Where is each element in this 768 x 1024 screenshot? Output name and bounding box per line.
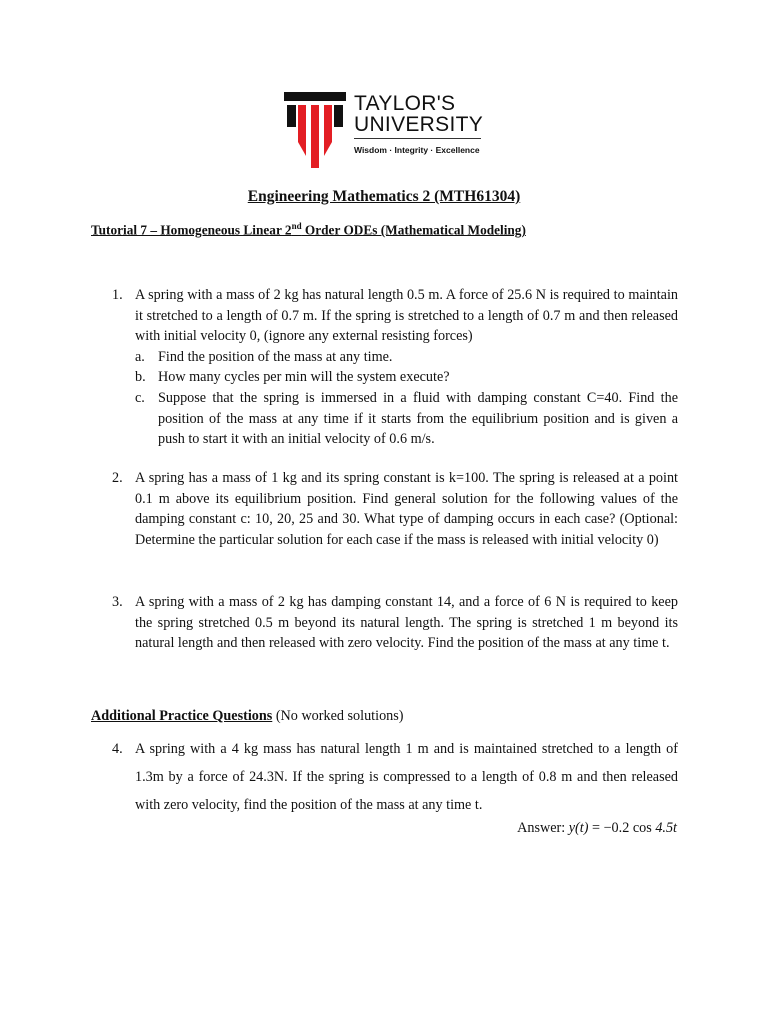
logo-divider (354, 138, 481, 139)
university-logo (284, 92, 484, 168)
question-3 (112, 592, 678, 654)
answer-eq: = −0.2 (588, 820, 633, 836)
logo-line2: UNIVERSITY (354, 113, 484, 136)
answer-lhs: y(t) (568, 820, 589, 836)
subtitle-suffix: Order ODEs (Mathematical Modeling) (301, 222, 526, 238)
answer-arg: 4.5t (651, 820, 677, 836)
question-number: 2. (112, 470, 123, 486)
question-text: A spring has a mass of 1 kg and its spring constant is k=100. The spring is released at a point 0.1 m above its equilibrium position. Find general solution for the following values of the damping constant c: 10, 20, 25 and 30. What type of damping occurs in each case? (Optional: Determine the particular solution for each case if the mass is released with initial velocity 0) (135, 470, 678, 548)
sub-question-text: Find the position of the mass at any time. (158, 348, 393, 365)
tutorial-subtitle (91, 221, 526, 238)
answer-label: Answer: (517, 820, 569, 836)
question-4 (112, 735, 678, 819)
sub-question-label: a. (135, 348, 145, 365)
section-note: (No worked solutions) (272, 708, 404, 724)
sub-question-c (135, 388, 678, 450)
answer-line (517, 820, 677, 837)
sub-question-a (135, 347, 678, 368)
question-number: 1. (112, 287, 123, 303)
additional-practice-heading (91, 708, 404, 725)
sub-question-b (135, 367, 678, 388)
section-heading: Additional Practice Questions (91, 708, 273, 724)
taylors-shield-icon (284, 92, 346, 168)
sub-question-label: c. (135, 389, 145, 406)
sub-question-text: Suppose that the spring is immersed in a fluid with damping constant C=40. Find the position of the mass at any time if it starts from the equilibrium position and is given a push to start it with an initial velocity of 0.6 m/s. (158, 389, 678, 448)
subtitle-prefix: Tutorial 7 – Homogeneous Linear 2 (91, 222, 292, 238)
question-text: A spring with a 4 kg mass has natural length 1 m and is maintained stretched to a length of 1.3m by a force of 24.3N. If the spring is compressed to a length of 0.8 m and then released with zero velocity, find the position of the mass at any time t. (135, 741, 678, 813)
logo-tagline: Wisdom · Integrity · Excellence (354, 145, 480, 155)
subtitle-sup: nd (291, 221, 302, 231)
question-number: 3. (112, 594, 123, 610)
question-1 (112, 285, 678, 450)
question-text: A spring with a mass of 2 kg has damping constant 14, and a force of 6 N is required to keep the spring stretched 0.5 m beyond its natural length. The spring is stretched 1 m beyond its natural length and then released with zero velocity. Find the position of the mass at any time t. (135, 594, 678, 652)
answer-fn: cos (632, 820, 652, 836)
sub-question-label: b. (135, 369, 146, 386)
logo-line1: TAYLOR'S (354, 92, 456, 115)
sub-question-text: How many cycles per min will the system execute? (158, 369, 450, 386)
question-text: A spring with a mass of 2 kg has natural length 0.5 m. A force of 25.6 N is required to maintain it stretched to a length of 0.7 m. If the spring is stretched to a length of 0.7 m and then released with initial velocity 0, (ignore any external resisting forces) (135, 287, 678, 345)
question-2 (112, 468, 678, 550)
question-number: 4. (112, 741, 123, 757)
page-title: Engineering Mathematics 2 (MTH61304) (247, 188, 521, 205)
